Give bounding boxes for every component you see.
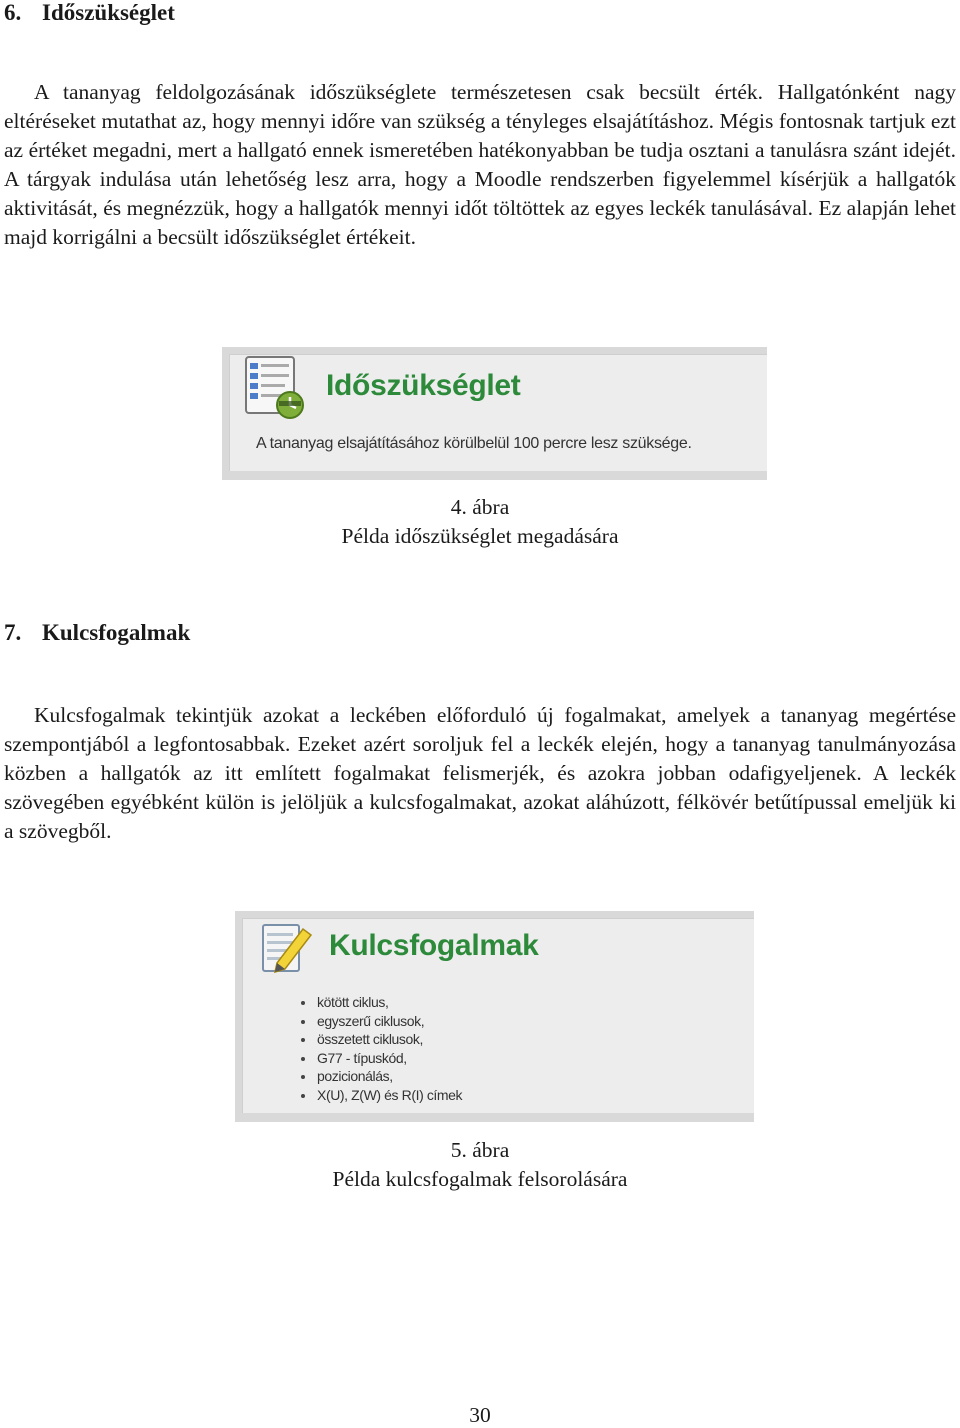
list-item: pozicionálás, — [299, 1067, 462, 1086]
section-7-title: Kulcsfogalmak — [42, 620, 191, 645]
section-7-number: 7. — [4, 620, 22, 645]
list-item: X(U), Z(W) és R(I) címek — [299, 1086, 462, 1105]
list-item: összetett ciklusok, — [299, 1030, 462, 1049]
section-6-paragraph-text: A tananyag feldolgozásának időszükséglete természetesen csak becsült érték. Hallgatónként nagy eltéréseket mutathat az, hogy mennyi időre van szükség a tényleges elsajátításhoz. Mégis fontosnak tartjuk ezt az értéket megadni, mert a hallgató ennek ismeretében hatékonyabban be tudja osztani a tanulásra szánt idejét. A tárgyak indulása után lehetőség lesz arra, hogy a Moodle rendszerben figyelemmel kísérjük a hallgatók aktivitását, és megnézzük, hogy a hallgatók mennyi időt töltöttek az egyes leckék tanulásával. Ez alapján lehet majd korrigálni a becsült időszükséglet értékeit. — [4, 80, 956, 249]
section-6-paragraph — [4, 78, 956, 252]
section-6-number: 6. — [4, 0, 22, 25]
figure-4-caption-text: Példa időszükséglet megadására — [341, 524, 619, 548]
figure-5-screenshot — [235, 911, 754, 1122]
list-item: egyszerű ciklusok, — [299, 1012, 462, 1031]
keyword-list — [299, 993, 462, 1104]
figure-4-screenshot — [222, 347, 767, 480]
list-item: G77 - típuskód, — [299, 1049, 462, 1068]
checklist-clock-icon — [240, 353, 312, 421]
section-7-heading — [4, 620, 190, 646]
page-number: 30 — [469, 1403, 491, 1427]
section-7-paragraph-text: Kulcsfogalmak tekintjük azokat a leckében előforduló új fogalmakat, amelyek a tananyag megértése szempontjából a legfontosabbak. Ezeket azért soroljuk fel a leckék elején, hogy a tananyag tanulmányozása közben a hallgatók az itt említett fogalmakat felismerjék, és azokra jobban odafigyeljenek. A leckék szövegében egyébként külön is jelöljük a kulcsfogalmakat, azokat aláhúzott, félkövér betűtípussal emeljük ki a szövegből. — [4, 703, 956, 843]
section-7-paragraph — [4, 701, 956, 846]
section-6-title: Időszükséglet — [42, 0, 175, 25]
list-item: kötött ciklus, — [299, 993, 462, 1012]
figure-4-screenshot-title: Időszükséglet — [326, 369, 521, 402]
figure-4-screenshot-text: A tananyag elsajátításához körülbelül 100 percre lesz szüksége. — [256, 435, 692, 452]
figure-5-caption-number: 5. ábra — [450, 1138, 510, 1162]
figure-5-screenshot-title: Kulcsfogalmak — [329, 929, 539, 962]
figure-5-caption-text: Példa kulcsfogalmak felsorolására — [332, 1167, 628, 1191]
section-6-heading — [4, 0, 175, 26]
figure-4-caption-number: 4. ábra — [450, 495, 510, 519]
notepad-pencil-icon — [257, 917, 315, 981]
